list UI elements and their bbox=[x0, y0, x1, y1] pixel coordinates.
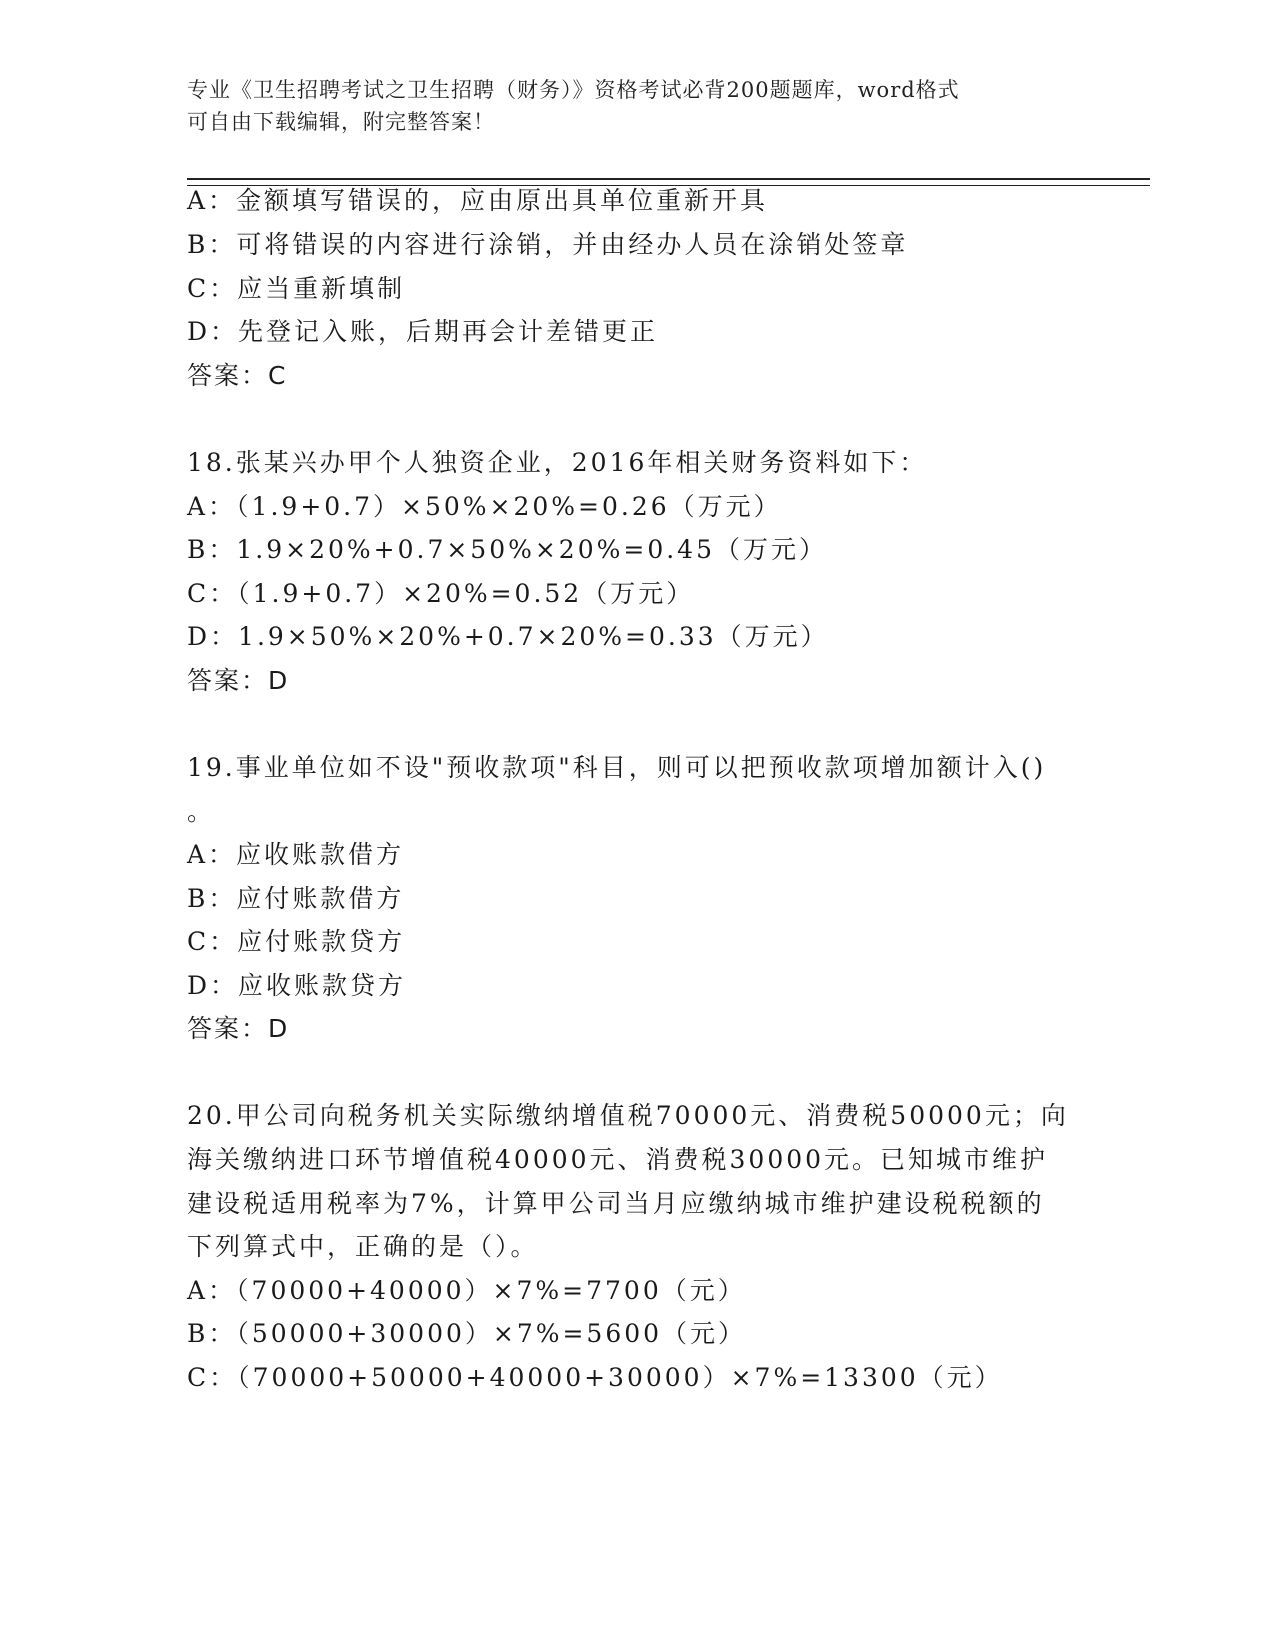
q19-stem-line-1: 19.事业单位如不设"预收款项"科目，则可以把预收款项增加额计入() bbox=[187, 753, 1047, 782]
q19-option-d: D：应收账款贷方 bbox=[187, 971, 407, 1000]
q17-answer: 答案：C bbox=[187, 361, 288, 390]
q18-option-a: A：（1.9+0.7）×50%×20%=0.26（万元） bbox=[187, 492, 782, 521]
q18-stem: 18.张某兴办甲个人独资企业，2016年相关财务资料如下： bbox=[187, 448, 928, 477]
q19-option-b: B：应付账款借方 bbox=[187, 884, 405, 913]
q20-option-b: B：（50000+30000）×7%=5600（元） bbox=[187, 1319, 747, 1348]
q17-option-c: C：应当重新填制 bbox=[187, 274, 406, 303]
q18-option-b: B：1.9×20%+0.7×50%×20%=0.45（万元） bbox=[187, 535, 827, 564]
q17-option-b: B：可将错误的内容进行涂销，并由经办人员在涂销处签章 bbox=[187, 230, 909, 259]
q20-stem-line-4: 下列算式中，正确的是（）。 bbox=[187, 1232, 539, 1261]
q19-stem-line-2: 。 bbox=[187, 797, 216, 826]
q19-answer: 答案：D bbox=[187, 1014, 290, 1043]
q19-option-c: C：应付账款贷方 bbox=[187, 927, 406, 956]
q20-stem-line-2: 海关缴纳进口环节增值税40000元、消费税30000元。已知城市维护 bbox=[187, 1145, 1049, 1174]
header-title-line-1: 专业《卫生招聘考试之卫生招聘（财务）》资格考试必背200题题库，word格式 bbox=[187, 78, 960, 102]
q20-stem-line-1: 20.甲公司向税务机关实际缴纳增值税70000元、消费税50000元；向 bbox=[187, 1101, 1069, 1130]
document-header bbox=[187, 74, 1067, 138]
q18-option-c: C：（1.9+0.7）×20%=0.52（万元） bbox=[187, 579, 695, 608]
q18-option-d: D：1.9×50%×20%+0.7×20%=0.33（万元） bbox=[187, 622, 829, 651]
q17-option-a: A：金额填写错误的，应由原出具单位重新开具 bbox=[187, 186, 769, 215]
q19-option-a: A：应收账款借方 bbox=[187, 840, 405, 869]
q20-stem-line-3: 建设税适用税率为7%，计算甲公司当月应缴纳城市维护建设税税额的 bbox=[187, 1189, 1045, 1218]
q20-option-c: C：（70000+50000+40000+30000）×7%=13300（元） bbox=[187, 1363, 1003, 1392]
q18-answer: 答案：D bbox=[187, 666, 290, 695]
q20-option-a: A：（70000+40000）×7%=7700（元） bbox=[187, 1276, 746, 1305]
header-title-line-2: 可自由下载编辑，附完整答案！ bbox=[187, 110, 495, 134]
q17-option-d: D：先登记入账，后期再会计差错更正 bbox=[187, 317, 659, 346]
